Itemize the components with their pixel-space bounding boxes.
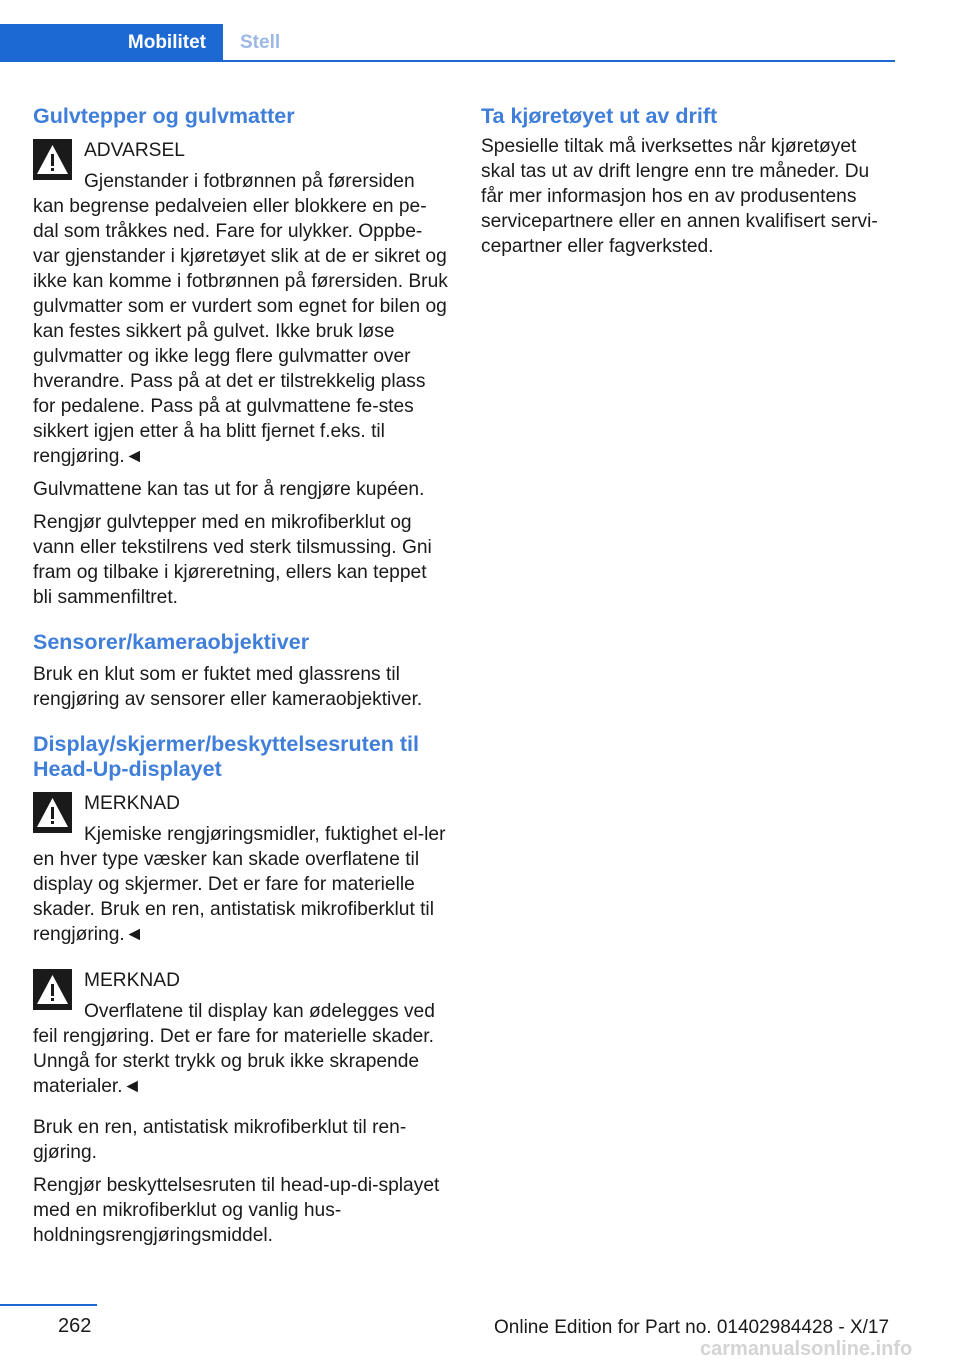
footer-rule [0,1304,97,1306]
tab-mobilitet-label: Mobilitet [127,32,206,53]
notice-text: Overflatene til display kan ødelegges ved feil rengjøring. Det er fare for materielle skader. Unngå for sterkt trykk og bruk ikke skrapende materialer.◄ [33,1001,435,1097]
tab-mobilitet[interactable] [0,24,223,62]
warning-triangle-icon [33,139,72,180]
warning-triangle-icon [33,792,72,833]
paragraph: Bruk en klut som er fuktet med glassrens til rengjøring av sensorer eller kameraobjektiver. [33,664,423,710]
left-column [33,100,448,1256]
watermark: carmanualsonline.info [700,1338,913,1360]
tab-bar-rule [0,60,895,62]
notice-label: MERKNAD [84,793,180,814]
paragraph: Rengjør gulvtepper med en mikrofiberklut og vann eller tekstilrens ved sterk tilsmussing. Gni fram og tilbake i kjøreretning, ellers kan teppet bli sammenfiltret. [33,512,432,608]
paragraph: Bruk en ren, antistatisk mikrofiberklut til ren-gjøring. [33,1117,407,1163]
paragraph: Gulvmattene kan tas ut for å rengjøre kupéen. [33,479,425,500]
section-tab-bar [0,24,895,62]
heading-display: Display/skjermer/beskyttelsesruten til Head-Up-displayet [33,732,419,781]
heading-floor: Gulvtepper og gulvmatter [33,104,295,128]
heading-decommission: Ta kjøretøyet ut av drift [481,104,718,128]
right-column [481,100,893,267]
warning-floor [33,137,448,469]
page-number: 262 [58,1315,92,1337]
warning-text: Gjenstander i fotbrønnen på førersiden kan begrense pedalveien eller blokkere en pe-dal som tråkkes ned. Fare for ulykker. Oppbe-var gjenstander i kjøretøyet slik at de er sikret og ikke kan komme i fotbrønnen på førersiden. Bruk gulvmatter som er vurdert som egnet for bilen og kan festes sikkert på gulvet. Ikke bruk løse gulvmatter og ikke legg flere gulvmatter over hverandre. Pass på at det er tilstrekkelig plass for pedalene. Pass på at gulvmattene fe-stes sikkert igjen etter å ha blitt fjernet f.eks. til rengjøring.◄ [33,171,448,467]
notice-display-2 [33,967,448,1099]
paragraph: Spesielle tiltak må iverksettes når kjøretøyet skal tas ut av drift lengre enn tre måneder. Du får mer informasjon hos en av produsentens servicepartnere eller en annen kvalifisert servi-cepartner eller fagverksted. [481,136,878,257]
notice-text: Kjemiske rengjøringsmidler, fuktighet el-ler en hver type væsker kan skade overflatene til display og skjermer. Det er fare for materielle skader. Bruk en ren, antistatisk mikrofiberklut til rengjøring.◄ [33,824,446,945]
notice-label: MERKNAD [84,970,180,991]
warning-label: ADVARSEL [84,140,185,161]
tab-stell[interactable]: Stell [240,32,281,53]
notice-display-1 [33,790,448,947]
warning-triangle-icon [33,969,72,1010]
heading-sensors: Sensorer/kameraobjektiver [33,630,310,654]
edition-text: Online Edition for Part no. 01402984428 - X/17 [494,1317,890,1338]
paragraph: Rengjør beskyttelsesruten til head-up-di-splayet med en mikrofiberklut og vanlig hus-holdningsrengjøringsmiddel. [33,1175,440,1246]
